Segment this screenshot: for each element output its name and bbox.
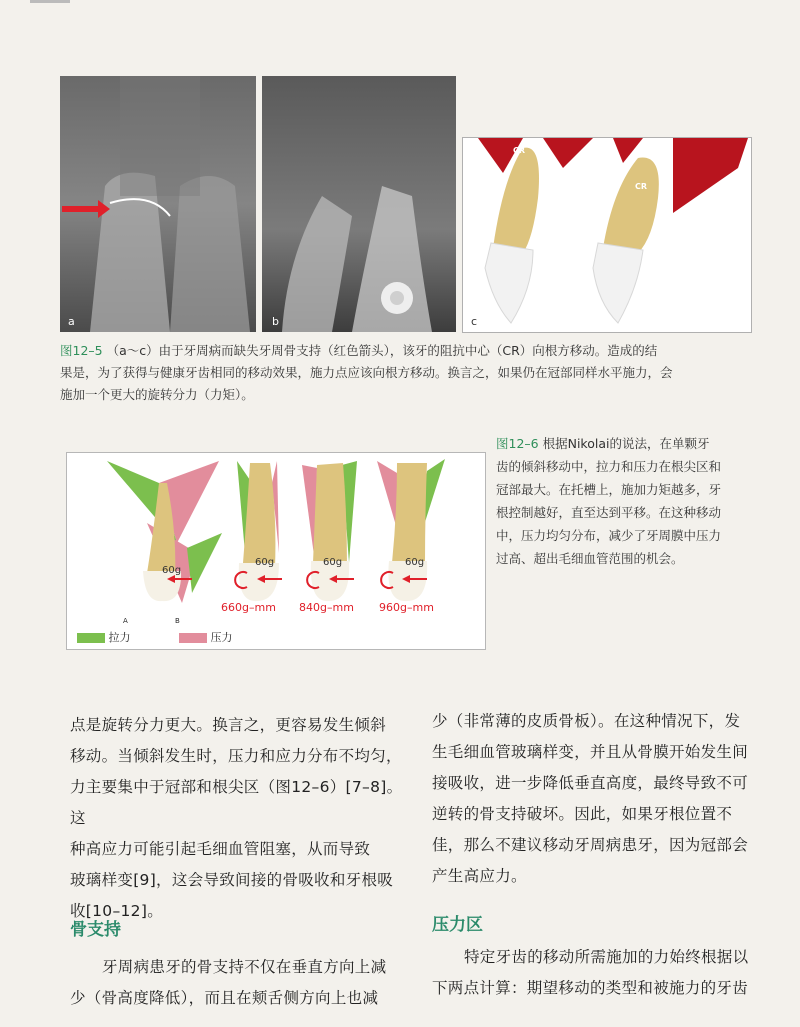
fig6-caption-line: 根据Nikolai的说法，在单颗牙 <box>542 436 710 451</box>
moment-label-3: 960g–mm <box>379 601 434 614</box>
fig6-caption <box>496 432 776 570</box>
diagram-panel-c <box>462 137 752 333</box>
fig6-diagram-box <box>66 452 486 650</box>
fig6-caption-line: 齿的倾斜移动中，拉力和压力在根尖区和 <box>496 459 722 474</box>
body-line: 佳，那么不建议移动牙周病患牙，因为冠部会 <box>432 836 749 854</box>
tension-swatch <box>77 633 105 643</box>
section-heading-bone-support: 骨支持 <box>70 920 121 940</box>
force-label-2: 60g <box>255 557 275 568</box>
panel-letter-a: a <box>68 315 75 328</box>
legend-pressure <box>179 629 233 645</box>
body-line: 玻璃样变[9]，这会导致间接的骨吸收和牙根吸 <box>70 871 394 889</box>
section-heading-pressure-zone: 压力区 <box>432 915 483 935</box>
cr-label-2: CR <box>635 182 648 191</box>
panel-letter-b: b <box>272 315 279 328</box>
tick-a: A <box>123 617 128 625</box>
fig6-caption-num: 图12–6 <box>496 436 539 451</box>
tick-b: B <box>175 617 180 625</box>
panel-letter-c: c <box>471 315 478 328</box>
right-column-text <box>432 706 777 892</box>
body-line: 种高应力可能引起毛细血管阻塞，从而导致 <box>70 840 371 858</box>
body-line: 移动。当倾斜发生时，压力和应力分布不均匀， <box>70 747 402 765</box>
body-line: 逆转的骨支持破坏。因此，如果牙根位置不 <box>432 805 733 823</box>
body-line: 点是旋转分力更大。换言之，更容易发生倾斜 <box>70 716 387 734</box>
body-line: 特定牙齿的移动所需施加的力始终根据以 <box>464 948 749 966</box>
pressure-swatch <box>179 633 207 643</box>
pressure-zone-text <box>432 942 777 1004</box>
body-line: 生毛细血管玻璃样变，并且从骨膜开始发生间 <box>432 743 749 761</box>
fig5-caption-line: 施加一个更大的旋转分力（力矩）。 <box>60 387 254 402</box>
left-column-text <box>70 710 415 927</box>
xray-panel-a <box>60 76 256 332</box>
force-label-4: 60g <box>405 557 425 568</box>
tooth-cr-diagram <box>463 138 751 332</box>
fig6-caption-line: 过高、超出毛细血管范围的机会。 <box>496 551 684 566</box>
page-top-rule <box>30 0 70 3</box>
xray-b-image <box>262 76 456 332</box>
body-line: 接吸收，进一步降低垂直高度，最终导致不可 <box>432 774 749 792</box>
fig5-caption-line: （a～c）由于牙周病而缺失牙周骨支持（红色箭头），该牙的阻抗中心（CR）向根方移动。造成的结 <box>106 343 658 358</box>
legend-pressure-label: 压力 <box>210 631 233 644</box>
body-line: 少（非常薄的皮质骨板）。在这种情况下，发 <box>432 712 741 730</box>
body-line: 少（骨高度降低），而且在颊舌侧方向上也减 <box>70 989 379 1007</box>
fig6-caption-line: 根控制越好，直至达到平移。在这种移动 <box>496 505 722 520</box>
tooth-force-diagram <box>67 453 485 613</box>
body-line: 下两点计算：期望移动的类型和被施力的牙齿 <box>432 979 749 997</box>
body-line: 力主要集中于冠部和根尖区（图12–6）[7–8]。这 <box>70 778 403 827</box>
force-label-3: 60g <box>323 557 343 568</box>
moment-label-1: 660g–mm <box>221 601 276 614</box>
fig6-caption-line: 中，压力均匀分布，减少了牙周膜中压力 <box>496 528 722 543</box>
moment-label-2: 840g–mm <box>299 601 354 614</box>
body-line: 牙周病患牙的骨支持不仅在垂直方向上减 <box>102 958 387 976</box>
xray-a-image <box>60 76 256 332</box>
fig5-caption <box>60 340 760 406</box>
fig5-caption-line: 果是，为了获得与健康牙齿相同的移动效果，施力点应该向根方移动。换言之，如果仍在冠部同样水平施力，会 <box>60 365 673 380</box>
legend-tension <box>77 629 131 645</box>
body-line: 产生高应力。 <box>432 867 527 885</box>
xray-panel-b <box>262 76 456 332</box>
legend-tension-label: 拉力 <box>108 631 131 644</box>
body-line: 收[10–12]。 <box>70 902 163 920</box>
fig5-caption-num: 图12–5 <box>60 343 103 358</box>
bone-support-text <box>70 952 415 1014</box>
cr-label-1: CR <box>513 146 526 155</box>
force-label-1: 60g <box>162 565 182 576</box>
fig6-caption-line: 冠部最大。在托槽上，施加力矩越多，牙 <box>496 482 722 497</box>
